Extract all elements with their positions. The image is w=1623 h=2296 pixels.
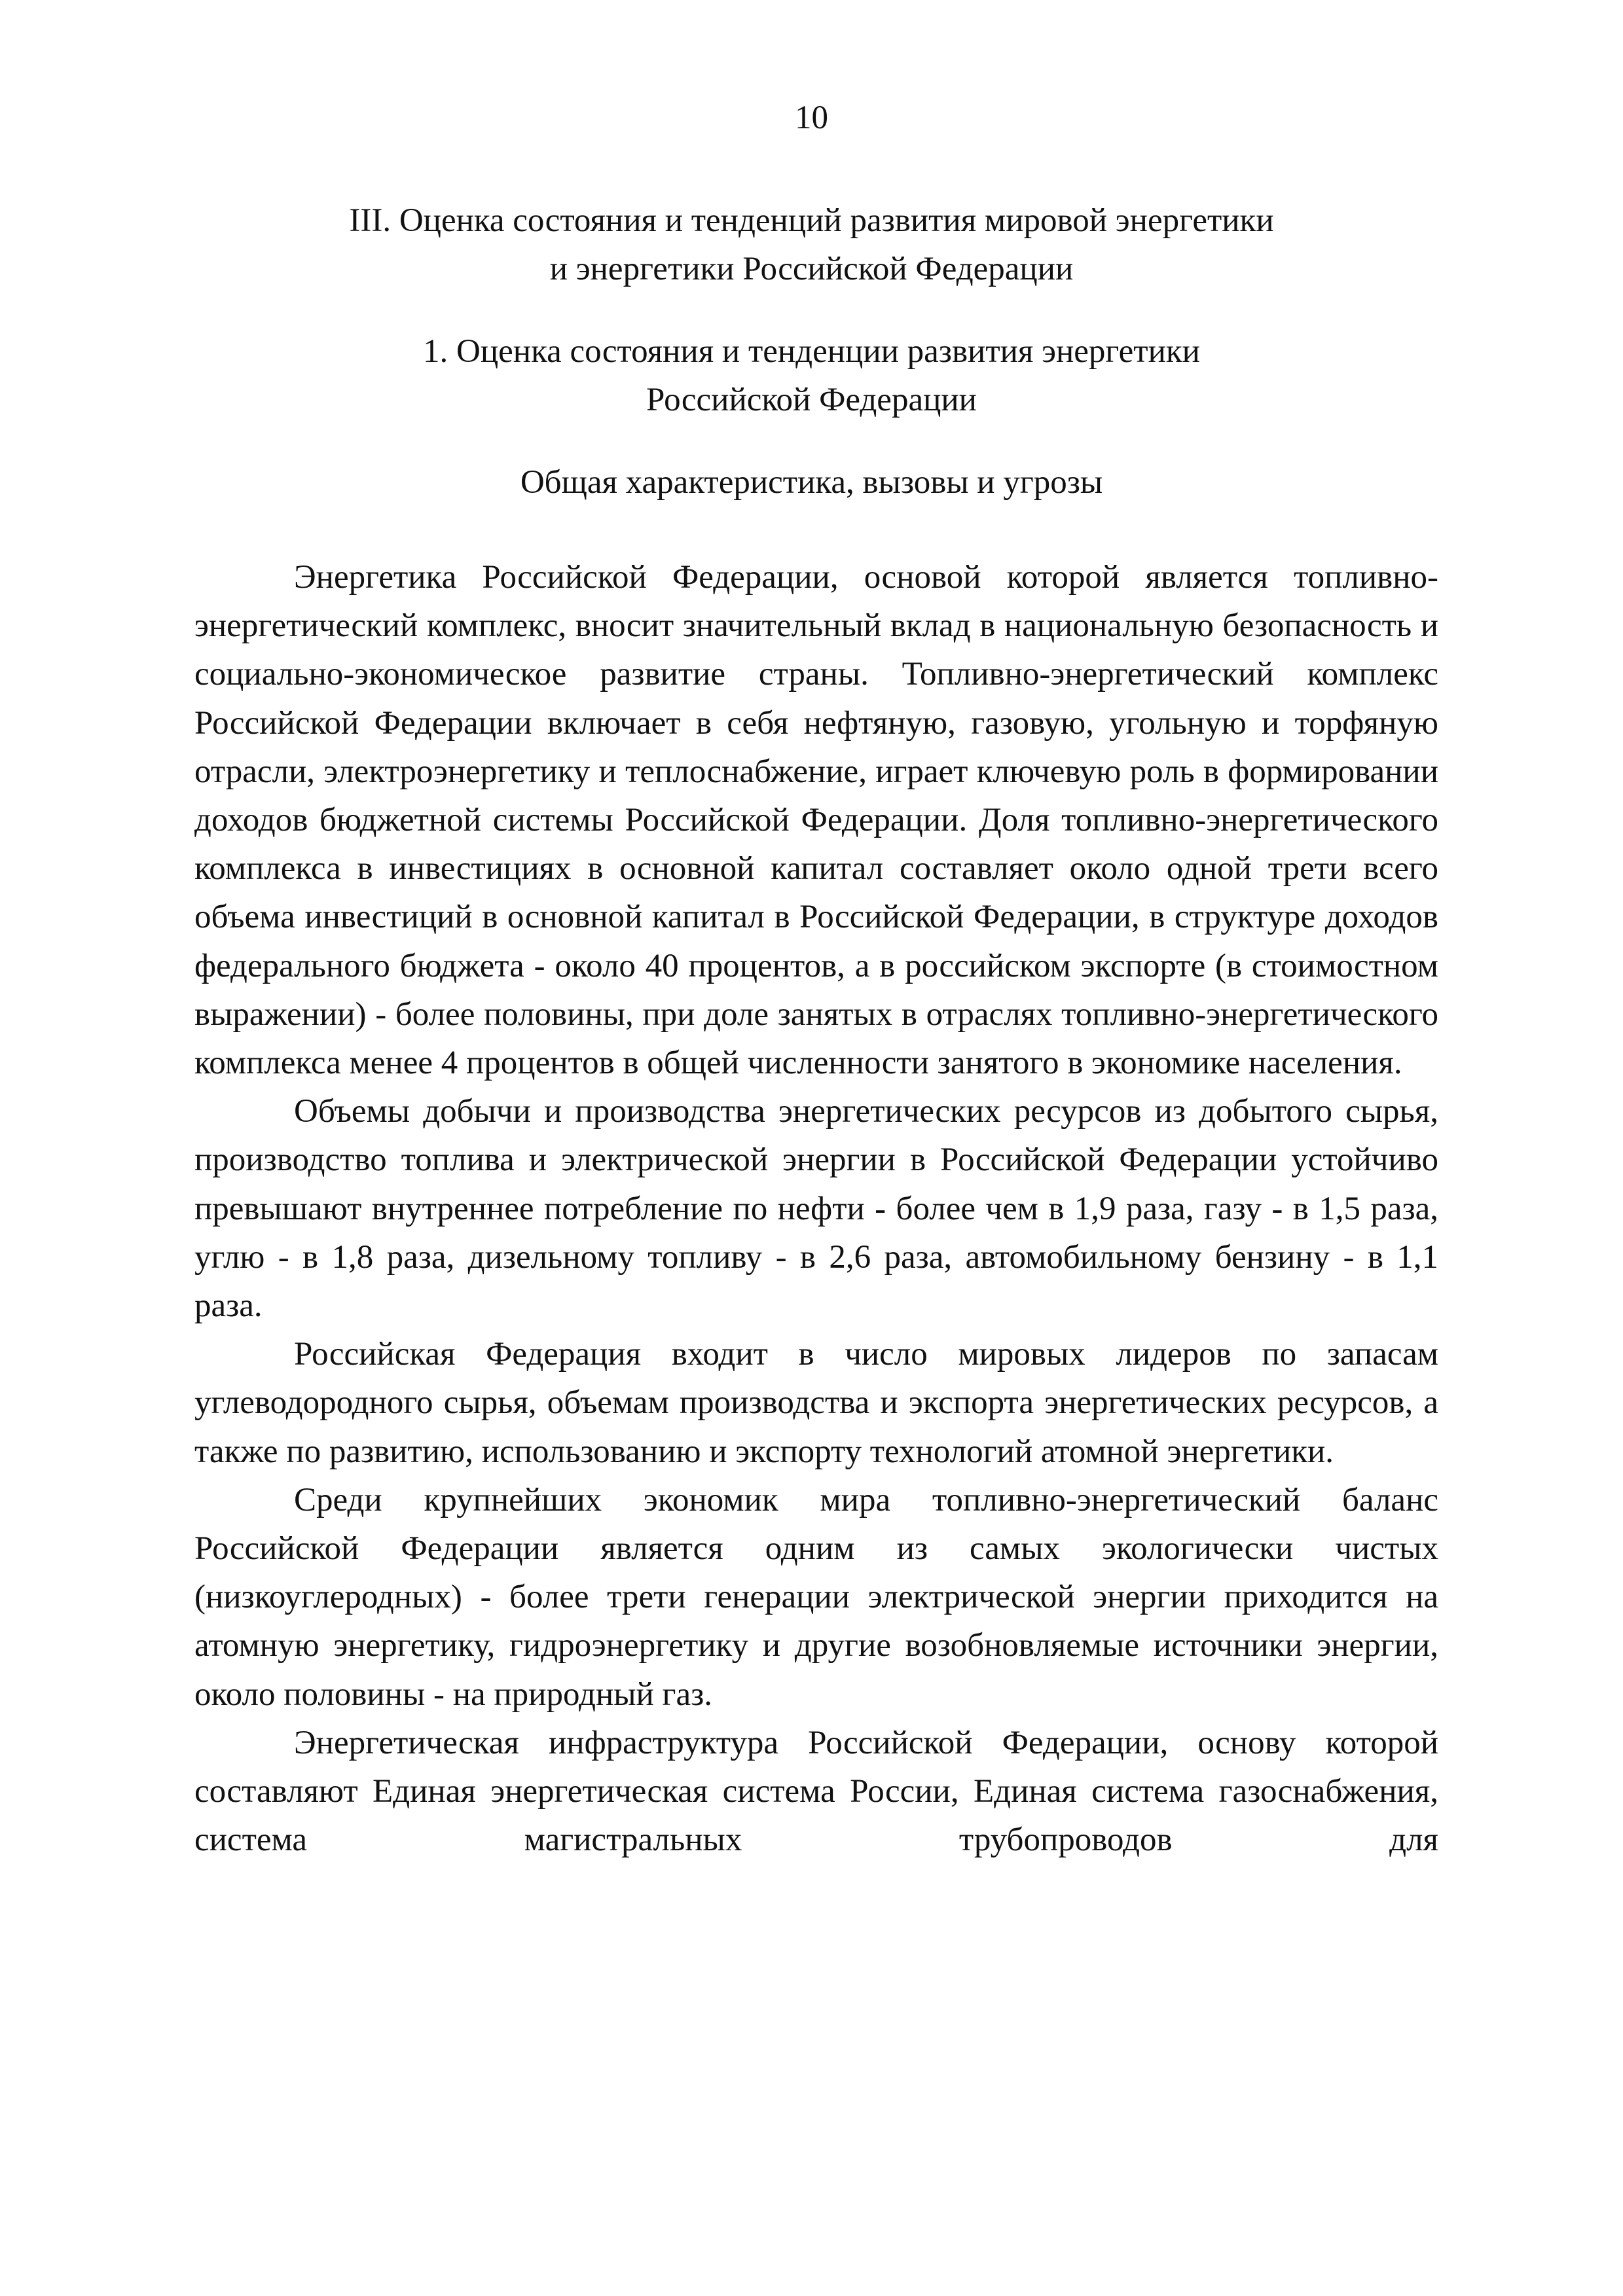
subsection-heading [0, 327, 1623, 424]
section-heading-line-2: и энергетики Российской Федерации [549, 251, 1074, 287]
paragraph: Российская Федерация входит в число мировых лидеров по запасам углеводородного сырья, объемам производства и экспорта энергетических ресурсов, а также по развитию, использованию и экспорту технологий атомной энергетики. [194, 1336, 1438, 1470]
subsection-heading-line-1: 1. Оценка состояния и тенденции развития энергетики [423, 333, 1200, 370]
sub-subsection-heading [0, 458, 1623, 507]
section-heading [0, 196, 1623, 293]
subsection-heading-line-2: Российской Федерации [646, 382, 977, 418]
body-text [194, 553, 1438, 1864]
section-heading-line-1: III. Оценка состояния и тенденций развития мировой энергетики [349, 202, 1274, 239]
paragraph: Объемы добычи и производства энергетических ресурсов из добытого сырья, производство топлива и электрической энергии в Российской Федерации устойчиво превышают внутреннее потребление по нефти - более чем в 1,9 раза, газу - в 1,5 раза, углю - в 1,8 раза, дизельному топливу - в 2,6 раза, автомобильному бензину - в 1,1 раза. [194, 1093, 1438, 1325]
paragraph: Среди крупнейших экономик мира топливно-энергетический баланс Российской Федерации является одним из самых экологически чистых (низкоуглеродных) - более трети генерации электрической энергии приходится на атомную энергетику, гидроэнергетику и другие возобновляемые источники энергии, около половины - на природный газ. [194, 1481, 1438, 1713]
sub-subsection-heading-text: Общая характеристика, вызовы и угрозы [520, 464, 1103, 501]
paragraph: Энергетика Российской Федерации, основой которой является топливно-энергетический комплекс, вносит значительный вклад в национальную безопасность и социально-экономическое развитие страны. Топливно-энергетический комплекс Российской Федерации включает в себя нефтяную, газовую, угольную и торфяную отрасли, электроэнергетику и теплоснабжение, играет ключевую роль в формировании доходов бюджетной системы Российской Федерации. Доля топливно-энергетического комплекса в инвестициях в основной капитал составляет около одной трети всего объема инвестиций в основной капитал в Российской Федерации, в структуре доходов федерального бюджета - около 40 процентов, а в российском экспорте (в стоимостном выражении) - более половины, при доле занятых в отраслях топливно-энергетического комплекса менее 4 процентов в общей численности занятого в экономике населения. [194, 559, 1438, 1082]
page-number: 10 [795, 99, 828, 136]
paragraph-continued: Энергетическая инфраструктура Российской Федерации, основу которой составляют Единая энергетическая система России, Единая система газоснабжения, система магистральных трубопроводов для [194, 1724, 1438, 1859]
